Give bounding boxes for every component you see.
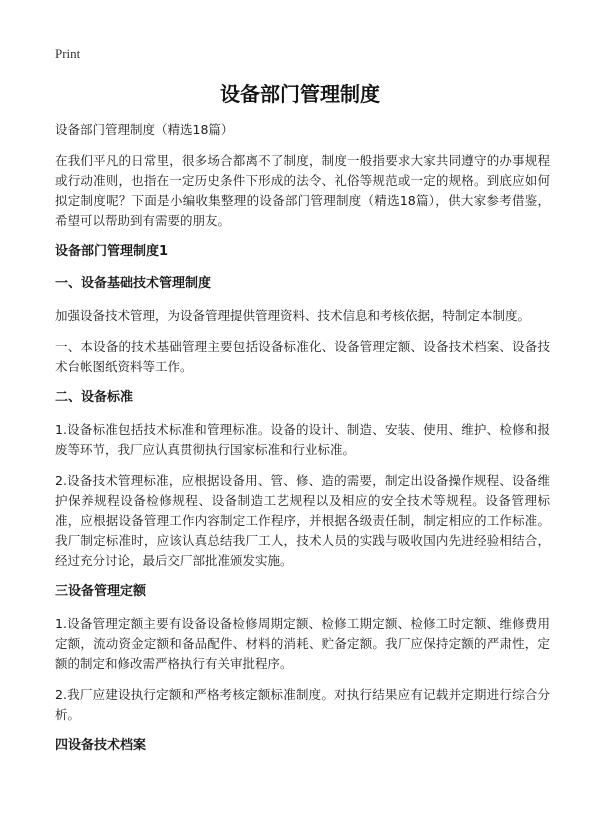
subsection-heading: 三设备管理定额 bbox=[55, 584, 147, 599]
paragraph: 1.设备管理定额主要有设备设备检修周期定额、检修工期定额、检修工时定额、维修费用定额，流动资金定额和备品配件、材料的消耗、贮备定额。我厂应保持定额的严肃性，定额的制定和修改需严格执行有关审批程序。 bbox=[55, 616, 550, 671]
document-subtitle: 设备部门管理制度（精选18篇） bbox=[55, 122, 234, 137]
section-heading: 设备部门管理制度1 bbox=[55, 244, 169, 259]
paragraph: 2.我厂应建设执行定额和严格考核定额标准制度。对执行结果应有记载并定期进行综合分析。 bbox=[55, 687, 550, 722]
subsection-heading: 四设备技术档案 bbox=[55, 738, 147, 753]
page-title: 设备部门管理制度 bbox=[220, 82, 380, 106]
document-body bbox=[55, 120, 550, 768]
subsection-heading: 二、设备标准 bbox=[55, 390, 134, 405]
print-label: Print bbox=[55, 46, 81, 61]
paragraph: 1.设备标准包括技术标准和管理标准。设备的设计、制造、安装、使用、维护、检修和报废等环节，我厂应认真贯彻执行国家标准和行业标准。 bbox=[55, 422, 550, 457]
paragraph: 一、本设备的技术基础管理主要包括设备标准化、设备管理定额、设备技术档案、设备技术台帐图纸资料等工作。 bbox=[55, 339, 550, 374]
paragraph: 2.设备技术管理标准，应根据设备用、管、修、造的需要，制定出设备操作规程、设备维护保养规程设备检修规程、设备制造工艺规程以及相应的安全技术等规程。设备管理标准，应根据设备管理工作内容制定工作程序，并根据各级责任制，制定相应的工作标准。我厂制定标准时，应该认真总结我厂工人，技术人员的实践与吸收国内先进经验相结合，经过充分讨论，最后交厂部批准颁发实施。 bbox=[55, 473, 550, 568]
intro-paragraph: 在我们平凡的日常里，很多场合都离不了制度，制度一般指要求大家共同遵守的办事规程或行动准则，也指在一定历史条件下形成的法令、礼俗等规范或一定的规格。到底应如何拟定制度呢？下面是小编收集整理的设备部门管理制度（精选18篇），供大家参考借鉴，希望可以帮助到有需要的朋友。 bbox=[55, 153, 550, 228]
subsection-heading: 一、设备基础技术管理制度 bbox=[55, 276, 212, 291]
paragraph: 加强设备技术管理，为设备管理提供管理资料、技术信息和考核依据，特制定本制度。 bbox=[55, 308, 531, 323]
